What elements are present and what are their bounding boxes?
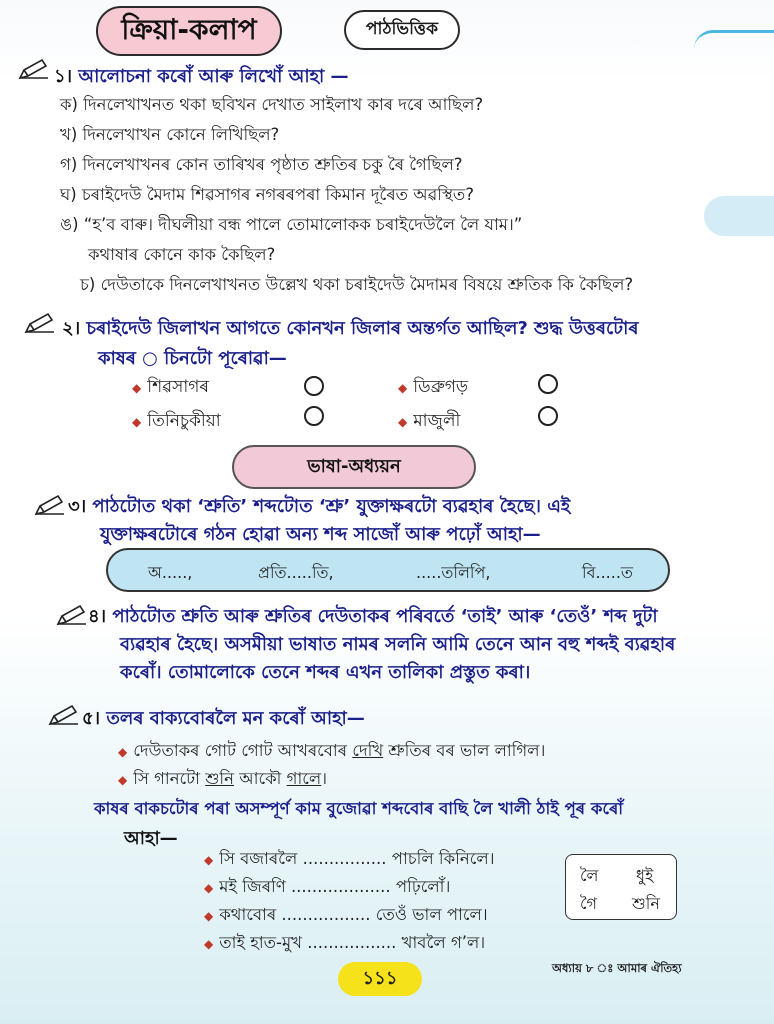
option-circle[interactable] — [538, 374, 558, 394]
option-majuli: ◆ মাজুলী — [398, 411, 461, 431]
q1-item-b: খ) দিনলেখাখন কোনে লিখিছিল? — [60, 125, 280, 144]
fill-sentence: ◆ সি বজাৰলৈ ................ পাচলি কিনিলে। — [204, 849, 495, 868]
q3-heading: ৩। পাঠটোত থকা ‘শ্ৰুতি’ শব্দটোত ‘শ্ৰু’ যুক্তাক্ষৰটো ব্যৱহাৰ হৈছে। এই — [68, 496, 571, 517]
pencil-icon — [48, 704, 80, 726]
fill-sentence: ◆ মই জিৰণি ................... পঢ়িলোঁ। — [204, 877, 451, 896]
fill-sentence: ◆ তাই হাত-মুখ ................. খাবলৈ গ’ল। — [204, 933, 486, 952]
q4-line3: কৰোঁ। তোমালোকে তেনে শব্দৰ এখন তালিকা প্ৰস্তুত কৰা। — [120, 662, 531, 683]
blank-word[interactable]: .....তলিপি, — [416, 563, 491, 582]
q2-heading-cont: কাষৰ ○ চিনটো পূৰোৱা— — [98, 348, 287, 369]
q5-example-2: ◆ সি গানটো শুনি আকৌ গালে। — [118, 769, 328, 788]
pencil-icon — [24, 312, 56, 334]
chapter-footer: অধ্যায় ৮ ঃ আমাৰ ঐতিহ্য — [552, 961, 682, 975]
pencil-icon — [56, 604, 88, 626]
q1-item-a: ক) দিনলেখাখনত থকা ছবিখন দেখাত সাইলাখ কাৰ দৰে আছিল? — [60, 95, 484, 114]
q1-item-d: ঘ) চৰাইদেউ মৈদাম শিৱসাগৰ নগৰৰপৰা কিমান দূৰৈত অৱস্থিত? — [60, 185, 475, 204]
word-choice-box — [565, 854, 677, 920]
page-number: ১১১ — [338, 962, 422, 996]
word-choice: লৈ — [580, 866, 599, 885]
blank-word[interactable]: বি.....ত — [582, 563, 633, 582]
q5-heading: ৫। তলৰ বাক্যবোৰলৈ মন কৰোঁ আহা— — [82, 708, 365, 729]
q4-line2: ব্যৱহাৰ হৈছে। অসমীয়া ভাষাত নামৰ সলনি আমি তেনে আন বহু শব্দই ব্যৱহাৰ — [120, 634, 676, 655]
option-circle[interactable] — [304, 406, 324, 426]
lesson-based-tag: পাঠভিত্তিক — [344, 10, 460, 50]
cloud-decoration — [694, 30, 774, 49]
blank-word[interactable]: অ....., — [148, 563, 193, 582]
fill-sentence: ◆ কথাবোৰ ................. তেওঁ ভাল পালে। — [204, 905, 488, 924]
q1-item-f: চ) দেউতাকে দিনলেখাখনত উল্লেখ থকা চৰাইদেউ মৈদামৰ বিষয়ে শ্ৰুতিক কি কৈছিল? — [80, 275, 634, 294]
option-tinsukia: ◆ তিনিচুকীয়া — [132, 411, 221, 431]
option-dibrugarh: ◆ ডিব্ৰুগড় — [398, 377, 469, 397]
word-choice: ধুই — [636, 866, 654, 885]
q1-item-e-cont: কথাষাৰ কোনে কাক কৈছিল? — [88, 245, 276, 264]
option-circle[interactable] — [538, 406, 558, 426]
pencil-icon — [18, 58, 50, 80]
q5-instruction: কাষৰ বাকচটোৰ পৰা অসম্পূৰ্ণ কাম বুজোৱা শব্দবোৰ বাছি লৈ খালী ঠাই পূৰ কৰোঁ — [94, 799, 624, 818]
q4-line1: ৪। পাঠটোত শ্ৰুতি আৰু শ্ৰুতিৰ দেউতাকৰ পৰিবৰ্তে ‘তাই’ আৰু ‘তেওঁ’ শব্দ দুটা — [88, 606, 658, 627]
q1-item-c: গ) দিনলেখাখনৰ কোন তাৰিখৰ পৃষ্ঠাত শ্ৰুতিৰ চকু ৰৈ গৈছিল? — [60, 155, 463, 174]
q2-heading: ২। চৰাইদেউ জিলাখন আগতে কোনখন জিলাৰ অন্তৰ্গত আছিল? শুদ্ধ উত্তৰটোৰ — [62, 318, 639, 339]
q1-item-e: ঙ) “হ’ব বাৰু। দীঘলীয়া বন্ধ পালে তোমালোকক চৰাইদেউলৈ লৈ যাম।” — [60, 215, 523, 234]
q1-heading: ১। আলোচনা কৰোঁ আৰু লিখোঁ আহা — — [54, 66, 349, 87]
q5-example-1: ◆ দেউতাকৰ গোট গোট আখৰবোৰ দেখি শ্ৰুতিৰ বৰ ভাল লাগিল। — [118, 741, 546, 760]
pencil-icon — [34, 494, 66, 516]
q3-heading-cont: যুক্তাক্ষৰটোৰে গঠন হোৱা অন্য শব্দ সাজোঁ আৰু পঢ়োঁ আহা— — [100, 524, 541, 545]
option-circle[interactable] — [304, 376, 324, 396]
word-choice: গৈ — [580, 894, 597, 913]
word-choice: শুনি — [632, 894, 660, 913]
blank-word[interactable]: প্ৰতি.....তি, — [258, 563, 334, 582]
option-sivasagar: ◆ শিৱসাগৰ — [132, 377, 209, 397]
language-study-title: ভাষা-অধ্যয়ন — [232, 445, 476, 489]
word-blanks-bar — [106, 548, 670, 592]
q5-instruction-cont: আহা— — [124, 828, 178, 849]
activity-title: ক্রিয়া-কলাপ — [96, 6, 282, 56]
cloud-decoration — [704, 196, 774, 236]
